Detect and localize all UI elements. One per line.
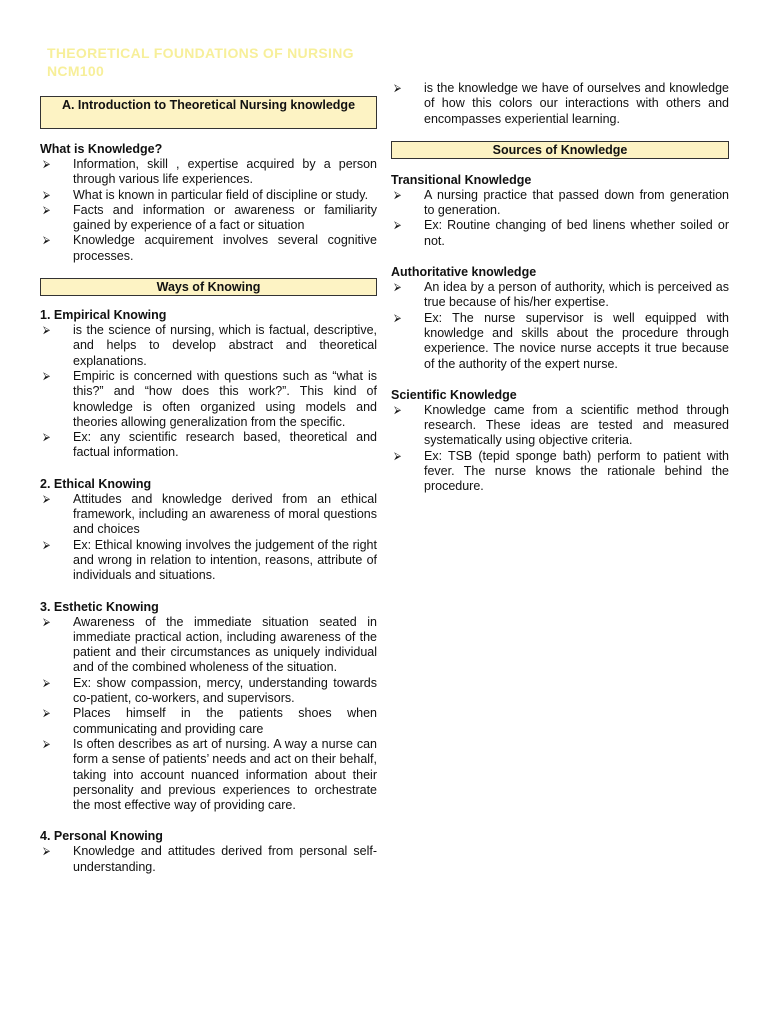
arrow-bullet-icon: ⮚ [394,83,402,94]
header-course-code: NCM100 [47,63,105,79]
ethical-knowing-list [40,492,377,584]
bullet-text: Ex: Ethical knowing involves the judgement of the right and wrong in relation to intention, reasons, attribute of individuals and situations. [73,537,377,583]
left-column [40,96,377,875]
bullet-item [40,615,377,676]
bullet-item [40,676,377,707]
bullet-item [40,203,377,234]
arrow-bullet-icon: ⮚ [43,677,51,689]
bullet-item [40,706,377,737]
bullet-item [391,403,729,449]
arrow-bullet-icon: ⮚ [394,404,402,416]
arrow-bullet-icon: ⮚ [43,738,51,750]
bullet-item [391,311,729,372]
bullet-item [391,188,729,219]
arrow-bullet-icon: ⮚ [43,708,51,720]
bullet-text: Facts and information or awareness or familiarity gained by experience of a fact or situation [73,202,377,233]
authoritative-knowledge-heading: Authoritative knowledge [391,265,537,280]
bullet-item [40,233,377,264]
arrow-bullet-icon: ⮚ [43,846,51,858]
personal-knowing-continued-list [391,81,729,127]
transitional-knowledge-list [391,188,729,249]
bullet-text: Knowledge acquirement involves several cognitive processes. [73,233,377,263]
arrow-bullet-icon: ⮚ [43,370,51,382]
bullet-item [391,218,729,249]
personal-knowing-heading: 4. Personal Knowing [40,829,163,844]
bullet-item [40,430,377,461]
esthetic-knowing-heading: 3. Esthetic Knowing [40,599,159,614]
bullet-item [40,844,377,875]
authoritative-knowledge-list [391,280,729,372]
bullet-text: Knowledge came from a scientific method through research. These ideas are tested and measured systematically using objective criteria. [424,402,729,448]
bullet-text: Knowledge and attitudes derived from personal self-understanding. [73,844,377,874]
bullet-text: Attitudes and knowledge derived from an ethical framework, including an awareness of moral questions and choices [73,491,377,537]
arrow-bullet-icon: ⮚ [43,204,51,216]
arrow-bullet-icon: ⮚ [394,282,402,294]
bullet-text: Ex: show compassion, mercy, understanding towards co-patient, co-workers, and supervisors. [73,675,377,706]
bullet-item [391,280,729,311]
bullet-text: Empiric is concerned with questions such as “what is this?” and “how does this work?”. This kind of knowledge is often organized using models and theories allowing generalization from the specific. [73,368,377,429]
right-column [391,81,729,495]
arrow-bullet-icon: ⮚ [43,493,51,505]
bullet-text: Ex: The nurse supervisor is well equipped with knowledge and skills about the procedure through experience. The novice nurse accepts it true because of the authority of the expert nurse. [424,310,729,371]
bullet-text: Ex: any scientific research based, theoretical and factual information. [73,430,377,460]
sources-of-knowledge-box: Sources of Knowledge [391,141,729,159]
arrow-bullet-icon: ⮚ [43,235,51,247]
bullet-text: Is often describes as art of nursing. A way a nurse can form a sense of patients’ needs and act on their behalf, taking into account nuanced information about their personality and previous experiences to orchestrate the most effective way of providing care. [73,736,377,813]
ways-of-knowing-box: Ways of Knowing [40,278,377,296]
bullet-text: Ex: Routine changing of bed linens whether soiled or not. [424,218,729,248]
empirical-knowing-list [40,323,377,461]
bullet-item [40,157,377,188]
arrow-bullet-icon: ⮚ [43,539,51,551]
arrow-bullet-icon: ⮚ [43,432,51,444]
arrow-bullet-icon: ⮚ [43,159,51,170]
bullet-item [391,81,729,127]
arrow-bullet-icon: ⮚ [394,220,402,232]
bullet-text: Places himself in the patients shoes when communicating and providing care [73,706,377,736]
what-is-knowledge-heading: What is Knowledge? [40,142,163,156]
empirical-knowing-heading: 1. Empirical Knowing [40,308,167,323]
arrow-bullet-icon: ⮚ [43,189,51,201]
scientific-knowledge-list [391,403,729,495]
bullet-text: A nursing practice that passed down from generation to generation. [424,187,729,218]
scientific-knowledge-heading: Scientific Knowledge [391,387,517,402]
what-is-knowledge-list [40,157,377,264]
arrow-bullet-icon: ⮚ [43,616,51,628]
arrow-bullet-icon: ⮚ [394,450,402,462]
arrow-bullet-icon: ⮚ [394,189,402,201]
transitional-knowledge-heading: Transitional Knowledge [391,172,532,187]
bullet-text: What is known in particular field of discipline or study. [73,187,369,202]
bullet-text: Awareness of the immediate situation seated in immediate practical action, including awareness of the patient and their circumstances as uniquely individual and of the combined wholeness of the situation. [73,614,377,675]
bullet-text: Ex: TSB (tepid sponge bath) perform to patient with fever. The nurse knows the rationale behind the procedure. [424,448,729,494]
bullet-item [391,449,729,495]
bullet-text: Information, skill , expertise acquired by a person through various life experiences. [73,157,377,187]
esthetic-knowing-list [40,615,377,814]
bullet-item [40,188,377,203]
bullet-text: is the knowledge we have of ourselves and knowledge of how this colors our interactions with others and encompasses experiential learning. [424,81,729,126]
personal-knowing-list [40,844,377,875]
header-title: THEORETICAL FOUNDATIONS OF NURSING [47,45,354,61]
arrow-bullet-icon: ⮚ [43,325,51,337]
bullet-item [40,323,377,369]
bullet-text: An idea by a person of authority, which is perceived as true because of his/her expertise. [424,280,729,310]
document-header [47,44,354,80]
bullet-item [40,737,377,813]
bullet-item [40,369,377,430]
intro-section-box: A. Introduction to Theoretical Nursing knowledge [40,96,377,129]
bullet-item [40,538,377,584]
bullet-item [40,492,377,538]
arrow-bullet-icon: ⮚ [394,312,402,324]
ethical-knowing-heading: 2. Ethical Knowing [40,476,152,491]
bullet-text: is the science of nursing, which is factual, descriptive, and helps to develop abstract and theoretical explanations. [73,323,377,368]
